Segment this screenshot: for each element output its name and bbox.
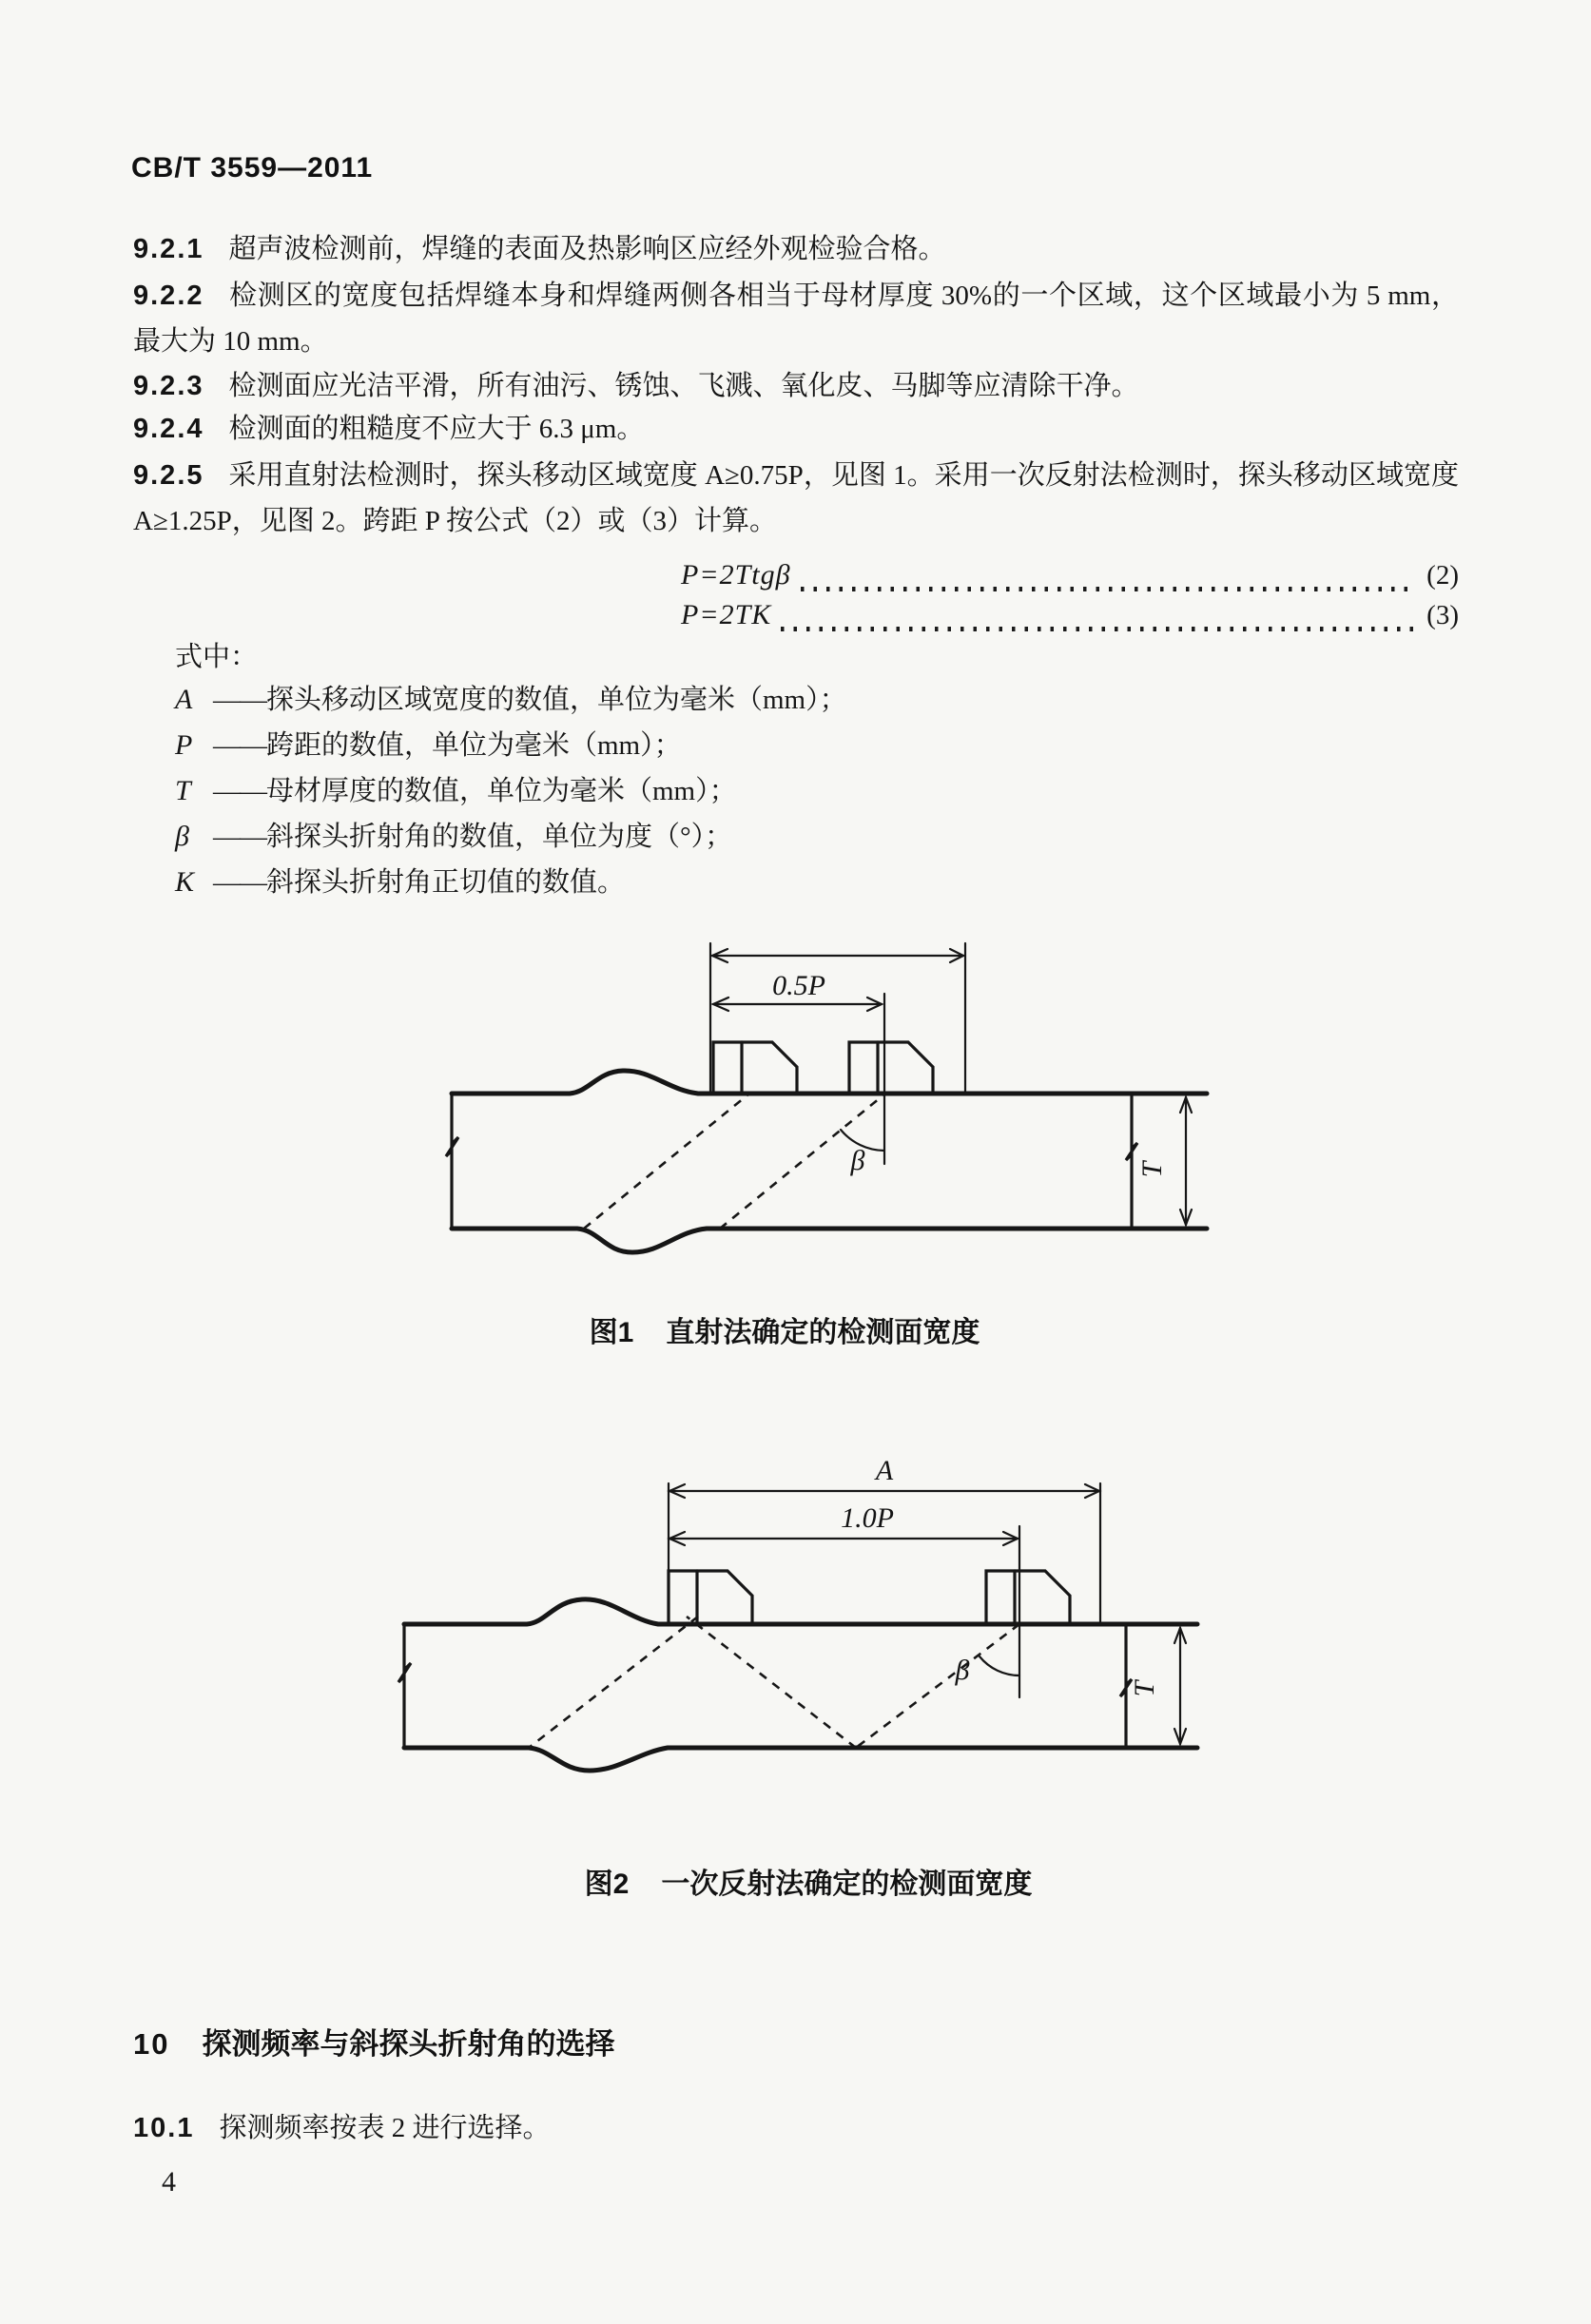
definition-text: 斜探头折射角正切值的数值。 <box>266 867 626 898</box>
plate-left-edge <box>446 1094 458 1229</box>
dash: —— <box>213 867 266 898</box>
figure-title: 直射法确定的检测面宽度 <box>666 1317 980 1348</box>
refraction-angle-label: β <box>850 1145 865 1176</box>
dash: —— <box>213 776 266 806</box>
angle-arc <box>980 1656 1019 1675</box>
clause-9-2-1 <box>133 226 1459 272</box>
clause-number: 9.2.3 <box>133 371 204 401</box>
clause-9-2-5 <box>133 453 1459 544</box>
clause-9-2-4 <box>133 406 1459 452</box>
movement-width-label: A <box>875 1455 894 1486</box>
plate-top-surface <box>404 1599 1197 1624</box>
clause-10-1 <box>133 2105 1459 2151</box>
symbol: P <box>175 729 193 761</box>
symbol-definitions <box>175 677 1411 905</box>
definition-text: 探头移动区域宽度的数值，单位为毫米（mm）； <box>266 685 847 715</box>
formula-expression: P=2Ttgβ <box>681 559 791 591</box>
clause-9-2-2 <box>133 273 1459 364</box>
clause-text: 超声波检测前，焊缝的表面及热影响区应经外观检验合格。 <box>228 234 946 264</box>
clause-text: 检测面的粗糙度不应大于 6.3 μm。 <box>228 414 645 444</box>
definition-A <box>175 677 1411 723</box>
definition-K <box>175 860 1411 905</box>
clause-number: 9.2.1 <box>133 234 204 264</box>
probe-left <box>669 1571 752 1624</box>
plate-left-edge <box>398 1624 411 1748</box>
figure-label: 图2 <box>584 1869 630 1900</box>
clause-text: 检测面应光洁平滑，所有油污、锈蚀、飞溅、氧化皮、马脚等应清除干净。 <box>228 371 1139 401</box>
symbol: β <box>175 821 189 852</box>
thickness-label: T <box>1129 1680 1160 1697</box>
beam-path-line <box>529 1617 698 1748</box>
clause-9-2-3 <box>133 363 1459 409</box>
plate-bottom-surface <box>404 1748 1197 1771</box>
probe-right <box>849 1042 933 1094</box>
clause-number: 9.2.5 <box>133 460 204 491</box>
definition-text: 斜探头折射角的数值，单位为度（°）； <box>266 822 733 852</box>
clause-number: 9.2.2 <box>133 281 204 311</box>
formula-number: (3) <box>1426 600 1459 630</box>
dash: —— <box>213 730 266 761</box>
figure-title: 一次反射法确定的检测面宽度 <box>661 1869 1033 1900</box>
where-label: 式中： <box>175 642 259 672</box>
span-dimension-label: 1.0P <box>841 1502 894 1534</box>
clause-number: 9.2.4 <box>133 414 204 444</box>
definition-beta <box>175 814 1411 860</box>
plate-right-edge <box>1126 1094 1137 1229</box>
symbol: A <box>175 684 193 715</box>
dash: —— <box>213 822 266 852</box>
section-title: 探测频率与斜探头折射角的选择 <box>202 2027 615 2061</box>
figure2-diagram <box>361 1445 1312 1845</box>
plate-bottom-surface <box>452 1229 1207 1252</box>
clause-text: 检测区的宽度包括焊缝本身和焊缝两侧各相当于母材厚度 30%的一个区域，这个区域最小为 5 mm，最大为 10 mm。 <box>133 281 1459 357</box>
beam-path-line <box>687 1617 856 1748</box>
formula-2 <box>681 559 1459 601</box>
symbol: K <box>175 866 195 898</box>
thickness-label: T <box>1136 1161 1168 1178</box>
definition-T <box>175 768 1411 814</box>
definition-P <box>175 723 1411 768</box>
clause-text: 采用直射法检测时，探头移动区域宽度 A≥0.75P，见图 1。采用一次反射法检测时，探头移动区域宽度 A≥1.25P，见图 2。跨距 P 按公式（2）或（3）计算。 <box>133 460 1459 536</box>
leader-dots <box>801 587 1418 591</box>
formula-number: (2) <box>1426 560 1459 591</box>
probe-left <box>713 1042 797 1094</box>
dash: —— <box>213 685 266 715</box>
formula-3 <box>681 599 1459 641</box>
clause-text: 探测频率按表 2 进行选择。 <box>219 2113 551 2143</box>
leader-dots <box>781 627 1417 631</box>
page-number: 4 <box>162 2166 176 2198</box>
symbol: T <box>175 775 191 806</box>
figure1-diagram <box>285 913 1312 1312</box>
figure-label: 图1 <box>589 1317 634 1348</box>
beam-path-line <box>584 1094 749 1229</box>
refraction-angle-label: β <box>955 1655 970 1686</box>
figure2-caption <box>285 1860 1331 1902</box>
plate-top-surface <box>452 1071 1207 1094</box>
clause-number: 10.1 <box>133 2113 195 2143</box>
section-10-heading <box>133 2020 614 2063</box>
standard-number-header: CB/T 3559—2011 <box>131 152 374 184</box>
definition-text: 母材厚度的数值，单位为毫米（mm）； <box>266 776 737 806</box>
probe-right <box>986 1571 1070 1624</box>
figure1-caption <box>276 1308 1293 1350</box>
definition-text: 跨距的数值，单位为毫米（mm）； <box>266 730 682 761</box>
formula-expression: P=2TK <box>681 599 772 630</box>
beam-path-line <box>856 1624 1019 1748</box>
section-number: 10 <box>133 2027 170 2061</box>
half-span-dimension-label: 0.5P <box>772 970 825 1001</box>
